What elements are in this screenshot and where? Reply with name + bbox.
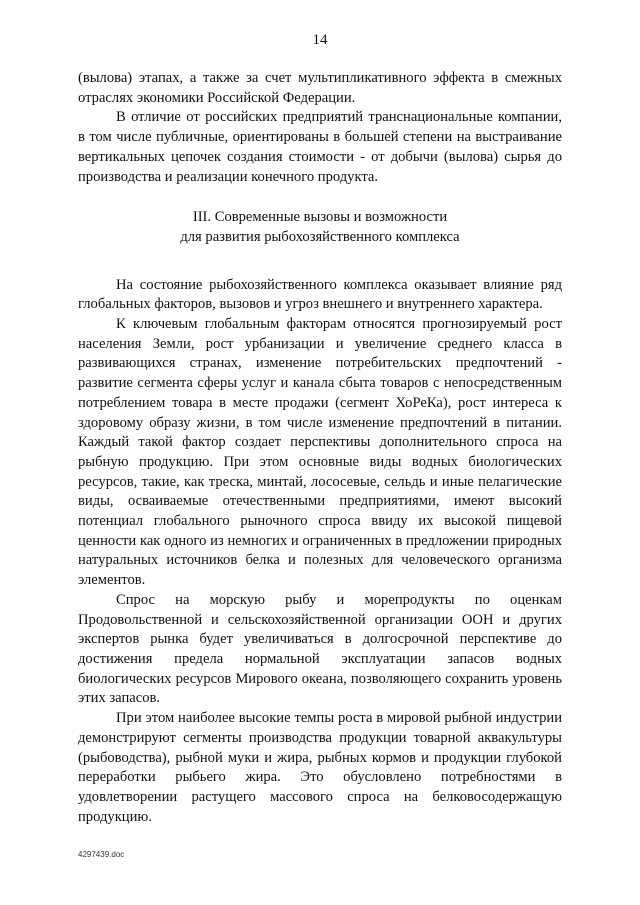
- file-name-footer: 4297439.doc: [78, 850, 125, 859]
- paragraph-demand-forecast: Спрос на морскую рыбу и морепродукты по оценкам Продовольственной и сельскохозяйственной организации ООН и других экспертов рынка будет увеличиваться в долгосрочной перспективе до достижения предела нормальной эксплуатации запасов водных биологических ресурсов Мирового океана, позволяющего сохранить уровень этих запасов.: [78, 591, 562, 707]
- section-heading-line-2: для развития рыбохозяйственного комплекса: [180, 228, 460, 245]
- paragraph-global-factors: На состояние рыбохозяйственного комплекса оказывает влияние ряд глобальных факторов, вызовов и угроз внешнего и внутреннего характера.: [78, 276, 562, 313]
- section-heading: [78, 208, 562, 247]
- paragraph-key-factors: К ключевым глобальным факторам относятся прогнозируемый рост населения Земли, рост урбанизации и увеличение среднего класса в развивающихся странах, изменение потребительских предпочтений - развитие сегмента сферы услуг и канала сбыта товаров с непосредственным потреблением товара в месте продажи (сегмент ХоРеКа), рост интереса к здоровому образу жизни, в том числе изменение предпочтений в питании. Каждый такой фактор создает перспективы дополнительного спроса на рыбную продукцию. При этом основные виды водных биологических ресурсов, такие, как треска, минтай, лососевые, сельдь и иные пелагические виды, осваиваемые отечественными предприятиями, имеют высокий потенциал глобального рыночного спроса ввиду их высокой пищевой ценности как одного из немногих и ограниченных в предложении природных натуральных источников белка и полезных для человеческого организма элементов.: [78, 316, 562, 589]
- paragraph-growth-segments: При этом наиболее высокие темпы роста в мировой рыбной индустрии демонстрируют сегменты производства продукции товарной аквакультуры (рыбоводства), рыбной муки и жира, рыбных кормов и продукции глубокой переработки рыбьего жира. Это обусловлено потребностями в удовлетворении растущего массового спроса на белковосодержащую продукцию.: [78, 710, 562, 825]
- paragraph-transnational-companies: В отличие от российских предприятий транснациональные компании, в том числе публичные, ориентированы в большей степени на выстраивание вертикальных цепочек создания стоимости - от добычи (вылова) сырья до производства и реализации конечного продукта.: [78, 109, 562, 185]
- section-heading-line-1: III. Современные вызовы и возможности: [192, 209, 448, 226]
- page-number: 14: [312, 32, 328, 48]
- document-body: [78, 69, 562, 827]
- paragraph-continuation: (вылова) этапах, а также за счет мультипликативного эффекта в смежных отраслях экономики Российской Федерации.: [78, 70, 562, 106]
